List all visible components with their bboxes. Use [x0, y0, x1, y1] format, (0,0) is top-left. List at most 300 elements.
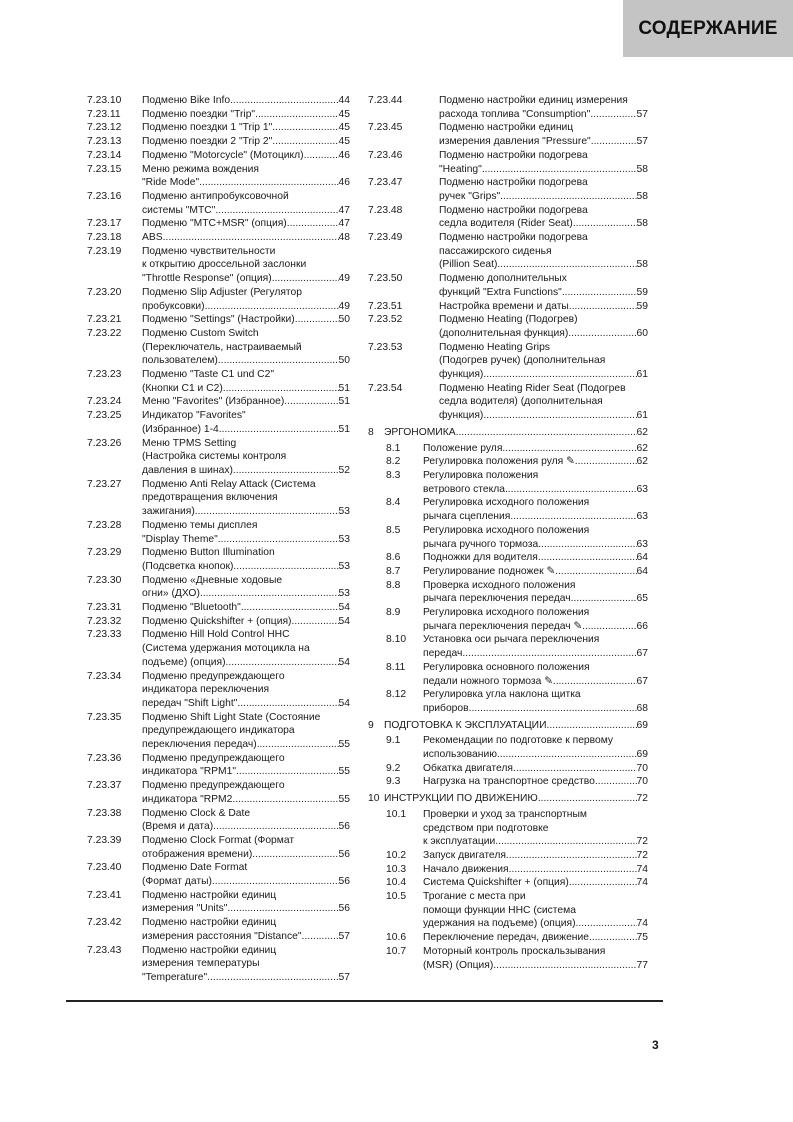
- dot-leader: [213, 820, 338, 834]
- toc-entry-title: Переключение передач, движение: [423, 932, 589, 944]
- toc-entry-title-line: Регулировка исходного положения: [423, 524, 590, 536]
- toc-entry-page: 69: [636, 719, 648, 731]
- toc-entry-title: функция): [439, 369, 484, 381]
- toc-entry[interactable]: [368, 496, 648, 523]
- toc-entry[interactable]: [368, 661, 648, 688]
- toc-entry[interactable]: [87, 670, 350, 711]
- toc-entry-page: 53: [338, 533, 350, 545]
- toc-entry-page: 74: [636, 863, 648, 875]
- toc-entry-title-line: Подменю Date Format: [142, 862, 248, 874]
- toc-entry-title: (Подсветка кнопок): [142, 560, 234, 572]
- toc-entry-number: 9.3: [386, 776, 401, 788]
- toc-entry[interactable]: [87, 368, 350, 395]
- toc-entry-title-line: Подменю настройки подогрева: [439, 149, 588, 161]
- toc-entry[interactable]: [87, 574, 350, 601]
- toc-entry[interactable]: [87, 889, 350, 916]
- dot-leader: [272, 135, 338, 149]
- toc-entry-page: 72: [636, 849, 648, 861]
- toc-entry-page: 63: [636, 511, 648, 523]
- toc-entry[interactable]: [87, 752, 350, 779]
- toc-entry-title: Подменю "Motorcycle" (Мотоцикл): [142, 149, 304, 161]
- dot-leader: [483, 368, 636, 382]
- toc-entry-title-line: Регулировка исходного положения: [423, 607, 590, 619]
- toc-entry-number: 7.23.52: [368, 314, 403, 326]
- toc-entry[interactable]: [368, 890, 648, 931]
- toc-entry-title-line: Подменю Clock Format (Формат: [142, 834, 295, 846]
- dot-leader: [553, 675, 637, 689]
- toc-entry-number: 7.23.23: [87, 369, 122, 381]
- dot-leader: [589, 931, 637, 945]
- toc-entry-title-line: Регулировка угла наклона щитка: [423, 689, 581, 701]
- toc-entry[interactable]: [87, 327, 350, 368]
- dot-leader: [223, 382, 339, 396]
- toc-entry-title: (Кнопки C1 и C2): [142, 382, 223, 394]
- toc-entry-title: Подменю поездки 1 "Trip 1": [142, 122, 273, 134]
- toc-entry[interactable]: [87, 601, 350, 615]
- toc-entry-page: 70: [636, 762, 648, 774]
- toc-entry[interactable]: [368, 455, 648, 469]
- toc-entry-number: 7.23.27: [87, 478, 122, 490]
- toc-entry-title-line: Подменю Button Illumination: [142, 547, 275, 559]
- dot-leader: [232, 793, 338, 807]
- toc-entry-number: 7.23.46: [368, 149, 403, 161]
- toc-entry-title: "Heating": [439, 163, 482, 175]
- toc-entry[interactable]: [87, 121, 350, 135]
- toc-entry-page: 50: [338, 355, 350, 367]
- toc-entry[interactable]: [87, 779, 350, 806]
- toc-entry[interactable]: [368, 931, 648, 945]
- toc-entry-title: давления в шинах): [142, 464, 233, 476]
- toc-entry[interactable]: [368, 719, 648, 733]
- toc-entry-page: 64: [636, 565, 648, 577]
- toc-entry-number: 7.23.43: [87, 944, 122, 956]
- toc-entry-page: 57: [338, 972, 350, 983]
- dot-leader: [219, 423, 339, 437]
- dot-leader: [218, 354, 339, 368]
- toc-entry[interactable]: [87, 108, 350, 122]
- toc-entry[interactable]: [87, 546, 350, 573]
- toc-entry[interactable]: [368, 94, 648, 121]
- toc-entry-page: 55: [338, 739, 350, 751]
- dot-leader: [236, 765, 339, 779]
- toc-entry-title: (дополнительная функция): [439, 327, 569, 339]
- toc-entry-page: 74: [636, 918, 648, 930]
- dot-leader: [510, 510, 636, 524]
- toc-entry-number: 7.23.38: [87, 807, 122, 819]
- toc-entry-title: "Display Theme": [142, 533, 218, 545]
- toc-entry-number: 7.23.16: [87, 190, 122, 202]
- toc-entry-title-line: средством при подготовке: [423, 822, 549, 834]
- toc-entry-number: 8.2: [386, 456, 401, 468]
- toc-entry-page: 59: [636, 300, 648, 312]
- toc-entry[interactable]: [87, 437, 350, 478]
- toc-entry-number: 7.23.20: [87, 286, 122, 298]
- section-header-tab: [623, 0, 793, 57]
- toc-entry-title-line: помощи функции HHC (система: [423, 904, 576, 916]
- toc-entry[interactable]: [87, 163, 350, 190]
- toc-entry-title: ЭРГОНОМИКА: [384, 426, 456, 438]
- dot-leader: [200, 587, 339, 601]
- toc-entry[interactable]: [368, 341, 648, 382]
- toc-entry-title-line: Подменю Hill Hold Control HHC: [142, 629, 290, 641]
- toc-entry-title: (Формат даты): [142, 876, 212, 888]
- toc-entry-title-line: (Настройка системы контроля: [142, 451, 287, 463]
- toc-entry[interactable]: [87, 245, 350, 286]
- toc-entry-title-line: Регулировка положения: [423, 469, 539, 481]
- toc-entry-page: 61: [636, 410, 648, 422]
- toc-entry-title: рычага ручного тормоза: [423, 538, 539, 550]
- toc-entry-page: 51: [338, 382, 350, 394]
- toc-entry-number: 7.23.45: [368, 122, 403, 134]
- toc-entry-number: 10.2: [386, 849, 407, 861]
- toc-entry-page: 60: [636, 327, 648, 339]
- toc-entry[interactable]: [87, 834, 350, 861]
- toc-entry-number: 7.23.31: [87, 602, 122, 614]
- toc-entry-title-line: Подменю Slip Adjuster (Регулятор: [142, 286, 302, 298]
- toc-entry-page: 57: [636, 108, 648, 120]
- dot-leader: [230, 94, 338, 108]
- toc-entry-title: пробуксовки): [142, 300, 205, 312]
- toc-entry-title: переключения передач): [142, 739, 257, 751]
- toc-entry[interactable]: [368, 313, 648, 340]
- toc-entry-title: рычага сцепления: [423, 511, 511, 523]
- toc-entry-title: Подменю "Settings" (Настройки): [142, 314, 295, 326]
- toc-entry-number: 7.23.21: [87, 314, 122, 326]
- toc-entry-title: измерения "Units": [142, 903, 228, 915]
- dot-leader: [295, 313, 339, 327]
- toc-entry-title: Настройка времени и даты: [439, 300, 569, 312]
- toc-entry-number: 7.23.36: [87, 752, 122, 764]
- dot-leader: [497, 258, 636, 272]
- toc-entry-title-line: Моторный контроль проскальзывания: [423, 945, 606, 957]
- toc-entry-title-line: Трогание с места при: [423, 891, 526, 903]
- toc-entry-number: 7.23.22: [87, 327, 122, 339]
- toc-entry[interactable]: [87, 409, 350, 436]
- toc-entry[interactable]: [368, 775, 648, 789]
- toc-entry-number: 7.23.11: [87, 108, 121, 120]
- toc-entry[interactable]: [368, 442, 648, 456]
- toc-entry-number: 10.4: [386, 877, 407, 889]
- toc-entry-page: 62: [636, 442, 648, 454]
- toc-entry-page: 53: [338, 560, 350, 572]
- toc-entry[interactable]: [368, 863, 648, 877]
- toc-entry[interactable]: [368, 149, 648, 176]
- toc-entry[interactable]: [87, 807, 350, 834]
- toc-entry-page: 67: [636, 648, 648, 660]
- toc-entry-page: 57: [636, 136, 648, 148]
- toc-entry-title: Подножки для водителя: [423, 552, 538, 564]
- toc-entry-title-line: Подменю «Дневные ходовые: [142, 574, 283, 586]
- dot-leader: [505, 483, 637, 497]
- dot-leader: [506, 849, 637, 863]
- toc-entry-title-line: Рекомендации по подготовке к первому: [423, 735, 614, 747]
- dot-leader: [555, 565, 636, 579]
- toc-entry-page: 52: [338, 464, 350, 476]
- dot-leader: [456, 426, 637, 440]
- toc-entry-number: 9.2: [386, 762, 401, 774]
- toc-entry-number: 7.23.13: [87, 136, 122, 148]
- toc-entry[interactable]: [368, 579, 648, 606]
- toc-entry-title-line: Подменю настройки подогрева: [439, 204, 588, 216]
- dot-leader: [233, 560, 338, 574]
- toc-entry-page: 54: [338, 697, 350, 709]
- toc-entry-title: Система Quickshifter + (опция): [423, 877, 569, 889]
- toc-entry-title-line: Проверки и уход за транспортным: [423, 808, 587, 820]
- toc-entry[interactable]: [87, 190, 350, 217]
- toc-entry-number: 10.6: [386, 932, 407, 944]
- toc-entry-title: функций "Extra Functions": [439, 286, 562, 298]
- toc-entry-number: 8.12: [386, 689, 407, 701]
- toc-entry-page: 49: [338, 273, 350, 285]
- toc-entry[interactable]: [368, 382, 648, 423]
- toc-entry-title: использованию: [423, 749, 497, 761]
- toc-entry[interactable]: [368, 606, 648, 633]
- toc-entry[interactable]: [368, 945, 648, 972]
- toc-entry[interactable]: [87, 135, 350, 149]
- toc-entry-page: 72: [636, 836, 648, 848]
- toc-entry[interactable]: [368, 551, 648, 565]
- toc-entry-title: Подменю "Bluetooth": [142, 602, 241, 614]
- dot-leader: [215, 204, 338, 218]
- toc-entry-title: огни» (ДХО): [142, 588, 200, 600]
- toc-entry-number: 10: [368, 793, 380, 805]
- toc-entry[interactable]: [368, 849, 648, 863]
- toc-entry-title-line: Подменю Shift Light State (Состояние: [142, 711, 321, 723]
- dot-leader: [287, 217, 339, 231]
- toc-entry[interactable]: [368, 792, 648, 806]
- toc-entry-title-line: Индикатор "Favorites": [142, 410, 246, 422]
- toc-entry-page: 53: [338, 588, 350, 600]
- toc-entry-page: 54: [338, 656, 350, 668]
- toc-entry[interactable]: [87, 395, 350, 409]
- toc-entry-page: 54: [338, 602, 350, 614]
- toc-entry[interactable]: [368, 272, 648, 299]
- toc-entry-number: 7.23.37: [87, 780, 122, 792]
- footer-divider: [66, 1000, 663, 1002]
- toc-entry-page: 44: [338, 95, 350, 106]
- toc-entry-number: 7.23.48: [368, 204, 403, 216]
- toc-entry[interactable]: [368, 231, 648, 272]
- toc-entry-title: Подменю "MTC+MSR" (опция): [142, 218, 287, 230]
- toc-entry-page: 66: [636, 620, 648, 632]
- toc-entry[interactable]: [368, 876, 648, 890]
- toc-entry[interactable]: [368, 426, 648, 440]
- toc-entry-page: 58: [636, 163, 648, 175]
- toc-entry-page: 59: [636, 286, 648, 298]
- dot-leader: [573, 217, 637, 231]
- toc-entry-number: 7.23.29: [87, 547, 122, 559]
- toc-entry[interactable]: [368, 565, 648, 579]
- toc-entry[interactable]: [368, 734, 648, 761]
- toc-entry-number: 8.3: [386, 469, 401, 481]
- toc-entry-title: передач "Shift Light": [142, 697, 238, 709]
- toc-entry-title-line: Подменю настройки единиц: [142, 917, 277, 929]
- toc-entry[interactable]: [87, 861, 350, 888]
- dot-leader: [272, 121, 338, 135]
- toc-entry-number: 7.23.24: [87, 396, 122, 408]
- toc-entry-title-line: Подменю предупреждающего: [142, 752, 285, 764]
- dot-leader: [538, 538, 636, 552]
- toc-entry-number: 7.23.42: [87, 917, 122, 929]
- toc-entry-title: (MSR) (Опция): [423, 959, 494, 971]
- toc-entry-number: 9.1: [386, 735, 401, 747]
- toc-entry-number: 7.23.19: [87, 245, 122, 257]
- dot-leader: [218, 533, 339, 547]
- toc-entry[interactable]: [368, 121, 648, 148]
- toc-entry-title-line: предупреждающего индикатора: [142, 725, 295, 737]
- toc-entry-title-line: Регулировка основного положения: [423, 661, 590, 673]
- dot-leader: [590, 108, 636, 122]
- toc-entry[interactable]: [87, 711, 350, 752]
- toc-entry-number: 7.23.14: [87, 149, 122, 161]
- toc-left-column: [87, 94, 350, 985]
- toc-entry-page: 53: [338, 506, 350, 518]
- toc-entry-number: 7.23.53: [368, 341, 403, 353]
- toc-entry-title-line: Регулировка исходного положения: [423, 497, 590, 509]
- toc-entry-page: 62: [636, 456, 648, 468]
- toc-entry[interactable]: [87, 628, 350, 669]
- toc-entry-title: седла водителя (Rider Seat): [439, 218, 573, 230]
- toc-entry-title-line: Проверка исходного положения: [423, 579, 576, 591]
- toc-entry-title: пользователем): [142, 355, 218, 367]
- toc-entry-title-line: Подменю Heating Grips: [439, 341, 550, 353]
- toc-entry-page: 68: [636, 702, 648, 714]
- toc-entry[interactable]: [87, 286, 350, 313]
- toc-entry-title-line: Подменю предупреждающего: [142, 780, 285, 792]
- toc-entry-page: 56: [338, 876, 350, 888]
- toc-entry-number: 7.23.39: [87, 834, 122, 846]
- toc-entry-number: 8.5: [386, 524, 401, 536]
- toc-entry-title-line: (Подогрев ручек) (дополнительная: [439, 355, 606, 367]
- dot-leader: [562, 286, 637, 300]
- toc-entry-title-line: Подменю Heating Rider Seat (Подогрев: [439, 382, 626, 394]
- toc-entry-title-line: Подменю настройки подогрева: [439, 232, 588, 244]
- toc-entry[interactable]: [87, 94, 350, 108]
- dot-leader: [199, 176, 338, 190]
- toc-entry-title: функция): [439, 410, 484, 422]
- toc-entry-title: "Throttle Response" (опция): [142, 273, 272, 285]
- toc-entry-number: 7.23.54: [368, 382, 403, 394]
- toc-entry-number: 9: [368, 719, 374, 731]
- toc-entry-page: 46: [338, 177, 350, 189]
- toc-entry[interactable]: [87, 217, 350, 231]
- toc-entry-title-line: Подменю Custom Switch: [142, 327, 259, 339]
- toc-entry-title-line: Подменю Clock & Date: [142, 807, 251, 819]
- dot-leader: [495, 835, 636, 849]
- dot-leader: [205, 300, 339, 314]
- dot-leader: [582, 620, 636, 634]
- toc-entry-page: 50: [338, 314, 350, 326]
- dot-leader: [469, 702, 637, 716]
- toc-entry-number: 7.23.17: [87, 218, 122, 230]
- toc-entry-number: 7.23.12: [87, 122, 122, 134]
- toc-entry-number: 10.3: [386, 863, 407, 875]
- toc-entry-page: 45: [338, 122, 350, 134]
- toc-entry-title: Подменю Bike Info: [142, 95, 231, 106]
- toc-entry-title: Обкатка двигателя: [423, 762, 514, 774]
- toc-right-column: [368, 94, 648, 972]
- toc-entry-title: Меню "Favorites" (Избранное): [142, 396, 285, 408]
- toc-entry-title-line: Подменю Anti Relay Attack (Система: [142, 478, 316, 490]
- toc-entry[interactable]: [87, 149, 350, 163]
- toc-entry-title: расхода топлива "Consumption": [439, 108, 591, 120]
- toc-entry-page: 63: [636, 483, 648, 495]
- toc-entry[interactable]: [368, 176, 648, 203]
- toc-entry[interactable]: [368, 469, 648, 496]
- toc-entry-page: 56: [338, 821, 350, 833]
- toc-entry-number: 7.23.40: [87, 862, 122, 874]
- toc-entry-title: "Ride Mode": [142, 177, 200, 189]
- toc-entry[interactable]: [368, 762, 648, 776]
- toc-entry-number: 8: [368, 426, 374, 438]
- toc-entry-page: 67: [636, 675, 648, 687]
- toc-entry-title-line: предотвращения включения: [142, 492, 278, 504]
- toc-entry-number: 7.23.10: [87, 95, 122, 106]
- toc-entry-title: к эксплуатации: [423, 836, 496, 848]
- toc-entry-page: 61: [636, 369, 648, 381]
- toc-entry-page: 69: [636, 749, 648, 761]
- toc-entry-page: 54: [338, 615, 350, 627]
- toc-entry-number: 7.23.26: [87, 437, 122, 449]
- dot-leader: [576, 917, 637, 931]
- toc-entry-page: 56: [338, 848, 350, 860]
- toc-entry[interactable]: [368, 633, 648, 660]
- toc-entry-page: 58: [636, 218, 648, 230]
- toc-entry-title-line: Подменю чувствительности: [142, 245, 276, 257]
- toc-entry-page: 55: [338, 766, 350, 778]
- toc-entry-page: 57: [338, 930, 350, 942]
- toc-entry-title: индикатора "RPM2: [142, 793, 233, 805]
- toc-entry[interactable]: [368, 300, 648, 314]
- dot-leader: [568, 327, 636, 341]
- toc-entry[interactable]: [87, 916, 350, 943]
- toc-entry-title-line: Меню TPMS Setting: [142, 437, 237, 449]
- toc-entry-number: 7.23.35: [87, 711, 122, 723]
- dot-leader: [575, 455, 637, 469]
- toc-entry[interactable]: [87, 519, 350, 546]
- toc-entry-number: 7.23.28: [87, 519, 122, 531]
- toc-entry-title: индикатора "RPM1": [142, 766, 236, 778]
- toc-entry[interactable]: [87, 944, 350, 985]
- toc-entry-page: 77: [636, 959, 648, 971]
- toc-entry-number: 7.23.33: [87, 629, 122, 641]
- toc-entry-title: педали ножного тормоза ✎: [423, 675, 553, 687]
- toc-entry-page: 58: [636, 259, 648, 271]
- toc-entry-title-line: к открытию дроссельной заслонки: [142, 259, 307, 271]
- toc-entry-number: 7.23.32: [87, 615, 122, 627]
- toc-entry-title-line: Подменю настройки единиц: [142, 944, 277, 956]
- dot-leader: [302, 930, 339, 944]
- toc-entry-title: ветрового стекла: [423, 483, 505, 495]
- toc-entry-title-line: Подменю настройки единиц измерения: [439, 95, 628, 106]
- dot-leader: [569, 876, 637, 890]
- toc-entry[interactable]: [368, 204, 648, 231]
- toc-entry-title: (Избранное) 1-4: [142, 423, 219, 435]
- toc-entry[interactable]: [368, 688, 648, 715]
- toc-entry-title: Положение руля: [423, 442, 503, 454]
- toc-entry-number: 8.6: [386, 552, 401, 564]
- toc-entry[interactable]: [87, 615, 350, 629]
- toc-entry-title: рычага переключения передач ✎: [423, 620, 583, 632]
- toc-entry-title: системы "MTC": [142, 204, 216, 216]
- toc-entry-number: 8.11: [386, 661, 406, 673]
- toc-entry[interactable]: [368, 524, 648, 551]
- toc-entry-number: 7.23.49: [368, 232, 403, 244]
- toc-entry[interactable]: [87, 231, 350, 245]
- toc-entry[interactable]: [368, 808, 648, 849]
- toc-entry[interactable]: [87, 313, 350, 327]
- toc-entry[interactable]: [87, 478, 350, 519]
